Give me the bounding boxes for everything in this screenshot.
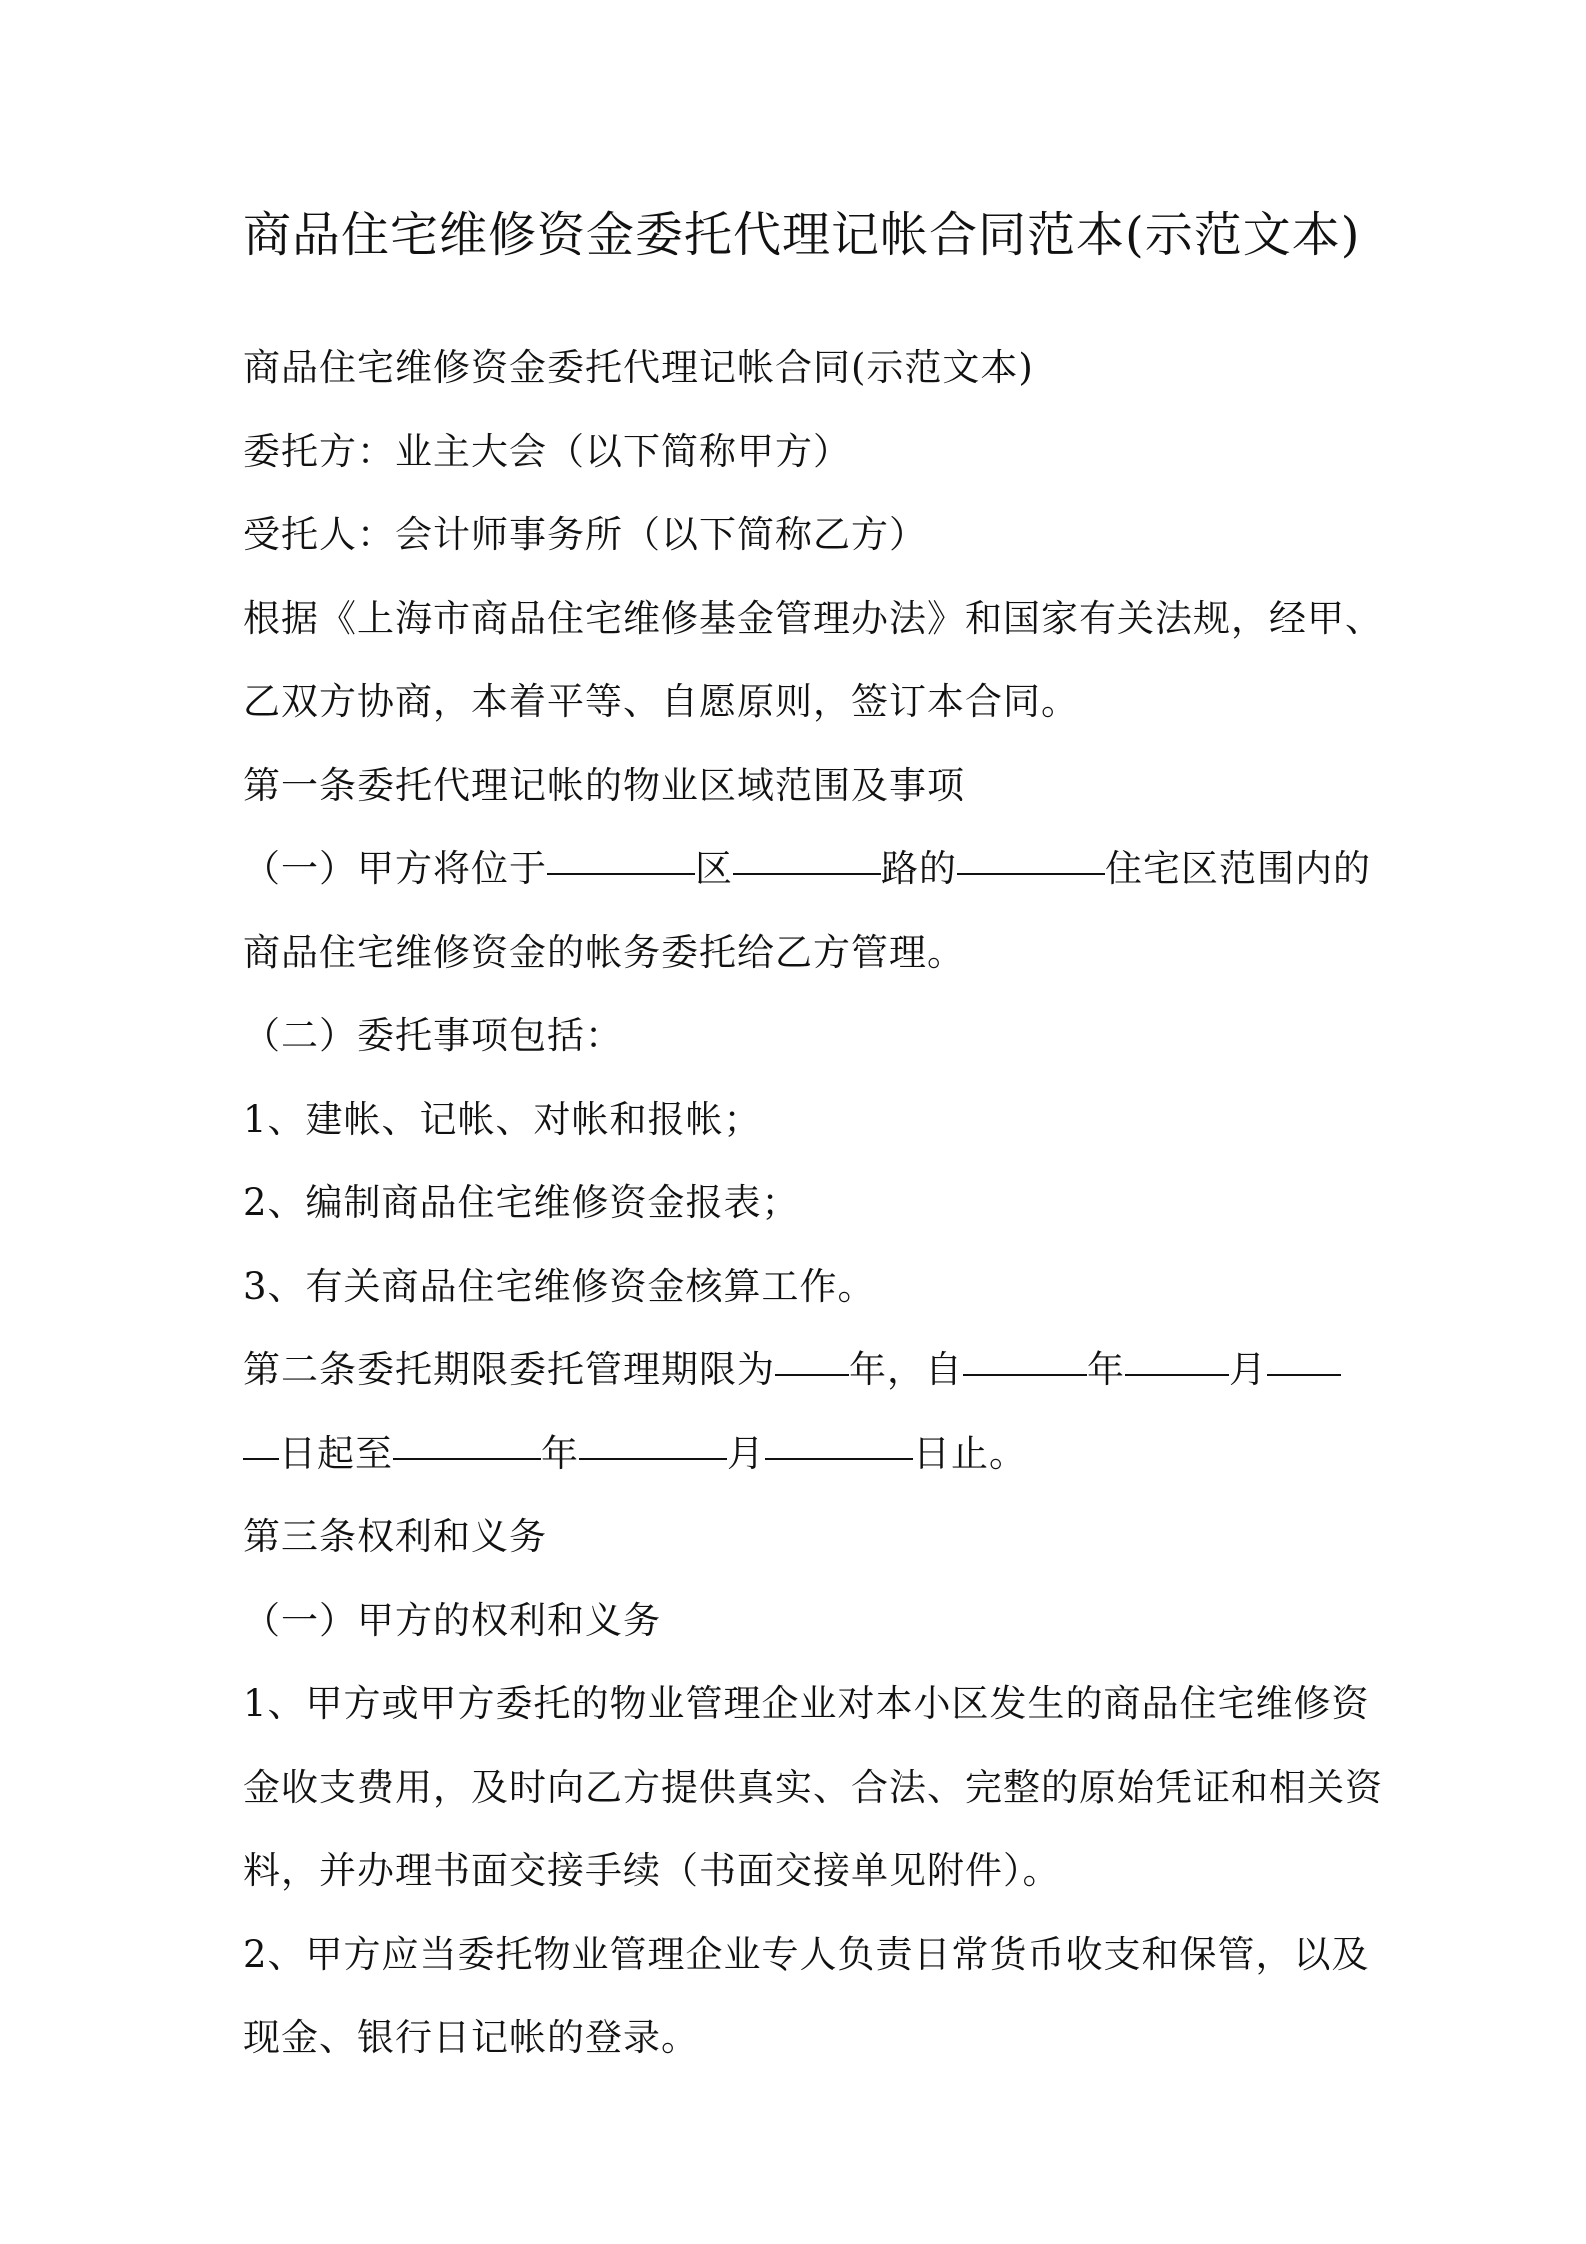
article-1-section-2: （二）委托事项包括：: [243, 1014, 623, 1057]
residential-area-blank: [957, 872, 1105, 875]
article-1-section-1: [243, 827, 1371, 911]
a2-text-2: 年，自: [849, 1348, 963, 1391]
a2-text-1: 第二条委托期限委托管理期限为: [243, 1348, 775, 1391]
article-3-item-1-line-2: 金收支费用，及时向乙方提供真实、合法、完整的原始凭证和相关资: [243, 1765, 1383, 1809]
a2-l2-text-2: 年: [541, 1431, 579, 1475]
preamble-line-1: 根据《上海市商品住宅维修基金管理办法》和国家有关法规，经甲、: [243, 596, 1383, 640]
article-1-section-1-cont: 商品住宅维修资金的帐务委托给乙方管理。: [243, 930, 965, 974]
article-3-item-1-line-1: 1、甲方或甲方委托的物业管理企业对本小区发生的商品住宅维修资: [243, 1682, 1370, 1725]
party-b-line: 受托人：会计师事务所（以下简称乙方）: [243, 513, 927, 556]
start-day-blank-part-1: [1267, 1373, 1341, 1376]
a2-l2-text-3: 月: [727, 1431, 765, 1475]
article-2-line-1: [243, 1328, 1353, 1412]
document-title: 商品住宅维修资金委托代理记帐合同范本(示范文本): [243, 207, 1361, 263]
a2-l2-text-1: 日起至: [279, 1431, 393, 1475]
document-body: [243, 326, 1383, 2080]
a1-s1-text-4: 住宅区范围内的: [1105, 847, 1371, 890]
end-year-blank: [393, 1457, 541, 1460]
party-a-line: 委托方：业主大会（以下简称甲方）: [243, 429, 851, 473]
article-3-section-1: （一）甲方的权利和义务: [243, 1598, 661, 1642]
subtitle-line: 商品住宅维修资金委托代理记帐合同(示范文本): [243, 346, 1034, 389]
start-month-blank: [1125, 1373, 1229, 1376]
end-month-blank: [579, 1457, 727, 1460]
article-1-item-2: 2、编制商品住宅维修资金报表；: [243, 1181, 800, 1224]
a1-s1-text-2: 区: [695, 847, 733, 890]
article-3-item-1-line-3: 料，并办理书面交接手续（书面交接单见附件）。: [243, 1849, 1061, 1892]
article-2-line-2: [243, 1412, 1353, 1496]
a2-text-3: 年: [1087, 1348, 1125, 1391]
road-blank: [733, 872, 881, 875]
a2-text-4: 月: [1229, 1348, 1267, 1391]
article-1-item-1: 1、建帐、记帐、对帐和报帐；: [243, 1097, 762, 1141]
start-year-blank: [963, 1373, 1087, 1376]
preamble-line-2: 乙双方协商，本着平等、自愿原则，签订本合同。: [243, 680, 1079, 723]
a2-l2-text-4: 日止。: [913, 1431, 1027, 1475]
article-3-heading: 第三条权利和义务: [243, 1515, 547, 1558]
term-years-blank: [775, 1373, 849, 1376]
article-1-heading: 第一条委托代理记帐的物业区域范围及事项: [243, 763, 965, 807]
start-day-blank-part-2: [243, 1457, 279, 1460]
end-day-blank: [765, 1457, 913, 1460]
a1-s1-text-3: 路的: [881, 847, 957, 890]
district-blank: [547, 872, 695, 875]
article-1-item-3: 3、有关商品住宅维修资金核算工作。: [243, 1264, 876, 1308]
article-3-item-2-line-2: 现金、银行日记帐的登录。: [243, 2016, 699, 2059]
a1-s1-text-1: （一）甲方将位于: [243, 847, 547, 890]
article-3-item-2-line-1: 2、甲方应当委托物业管理企业专人负责日常货币收支和保管，以及: [243, 1932, 1370, 1976]
